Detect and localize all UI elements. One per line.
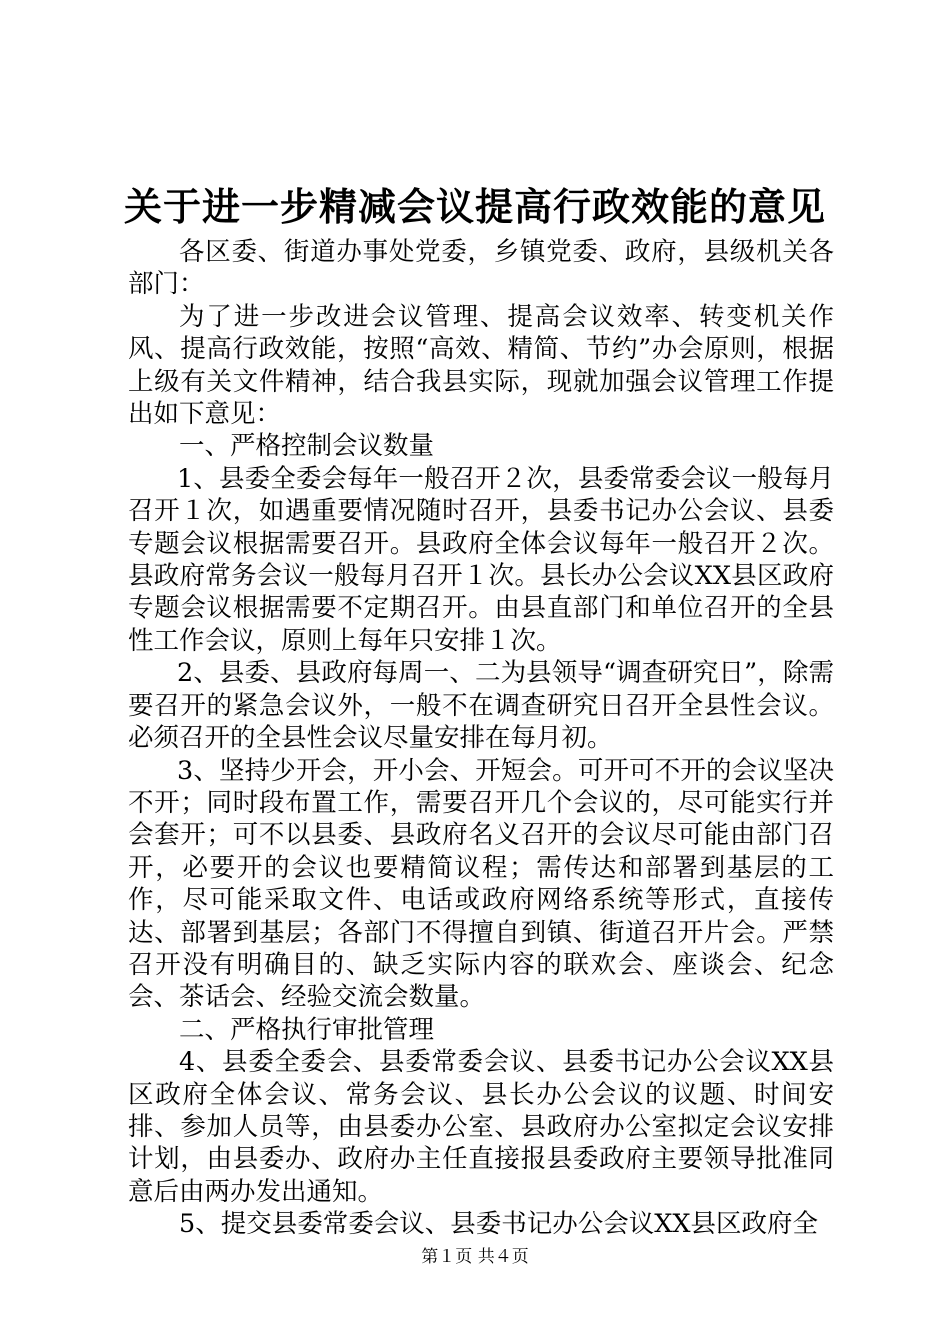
document-body: [128, 236, 834, 1241]
item-paragraph-5: 5、提交县委常委会议、县委书记办公会议XX县区政府全: [179, 1209, 819, 1240]
salutation-paragraph: 各区委、街道办事处党委，乡镇党委、政府，县级机关各部门：: [128, 237, 834, 300]
item-paragraph-3: 3、坚持少开会，开小会、开短会。可开可不开的会议坚决不开；同时段布置工作，需要召开几个会议的，尽可能实行并会套开；可不以县委、县政府名义召开的会议尽可能由部门召开，必要开的会议也要精简议程；需传达和部署到基层的工作，尽可能采取文件、电话或政府网络系统等形式，直接传达、部署到基层；各部门不得擅自到镇、街道召开片会。严禁召开没有明确目的、缺乏实际内容的联欢会、座谈会、纪念会、茶话会、经验交流会数量。: [128, 755, 834, 1013]
page-number-footer: 第１页 共４页: [421, 1247, 529, 1267]
intro-paragraph: 为了进一步改进会议管理、提高会议效率、转变机关作风、提高行政效能，按照“高效、精简、节约”办会原则，根据上级有关文件精神，结合我县实际，现就加强会议管理工作提出如下意见：: [128, 301, 834, 430]
item-paragraph-2: 2、县委、县政府每周一、二为县领导“调查研究日”，除需要召开的紧急会议外，一般不在调查研究日召开全县性会议。必须召开的全县性会议尽量安排在每月初。: [128, 658, 834, 754]
document-title: 关于进一步精减会议提高行政效能的意见: [123, 184, 826, 229]
section-heading-1: 一、严格控制会议数量: [179, 431, 435, 462]
item-paragraph-1: 1、县委全委会每年一般召开２次，县委常委会议一般每月召开１次，如遇重要情况随时召开，县委书记办公会议、县委专题会议根据需要召开。县政府全体会议每年一般召开２次。县政府常务会议一般每月召开１次。县长办公会议XX县区政府专题会议根据需要不定期召开。由县直部门和单位召开的全县性工作会议，原则上每年只安排１次。: [128, 463, 834, 656]
item-paragraph-4: 4、县委全委会、县委常委会议、县委书记办公会议XX县区政府全体会议、常务会议、县长办公会议的议题、时间安排、参加人员等，由县委办公室、县政府办公室拟定会议安排计划，由县委办、政府办主任直接报县委政府主要领导批准同意后由两办发出通知。: [128, 1047, 834, 1207]
section-heading-2: 二、严格执行审批管理: [179, 1014, 435, 1045]
